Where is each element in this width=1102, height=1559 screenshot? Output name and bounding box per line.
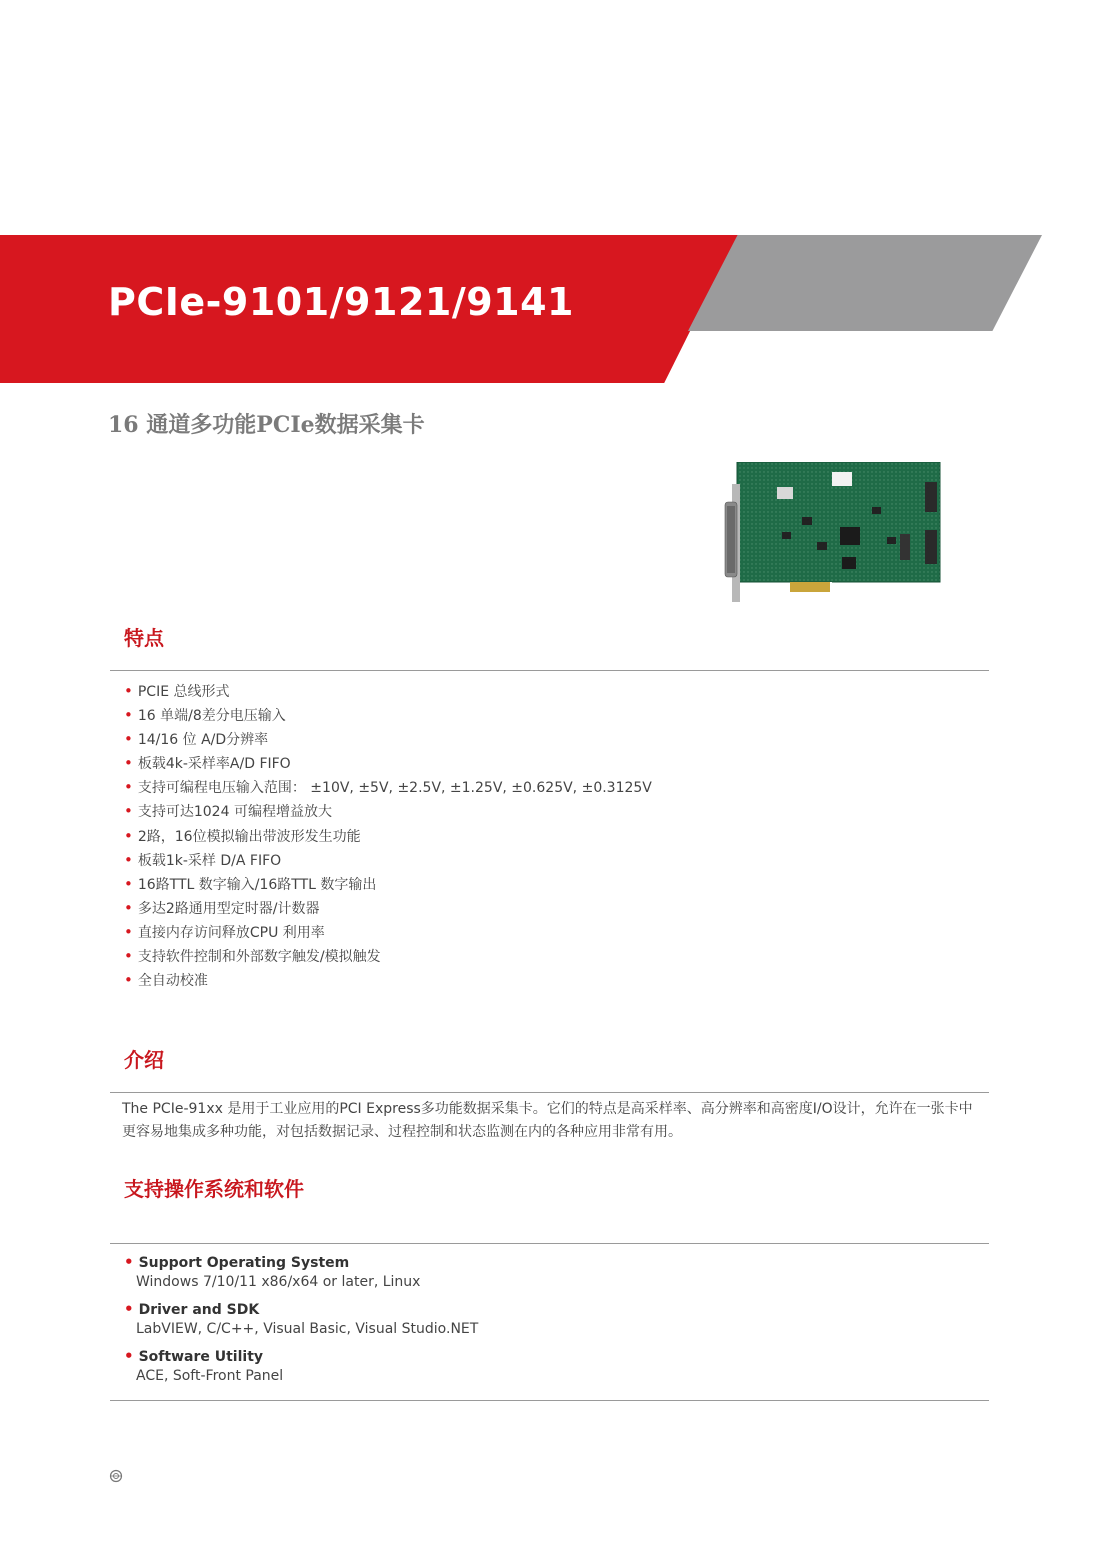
list-item (124, 1253, 478, 1292)
bullet-icon: • (124, 898, 133, 917)
bullet-icon: • (124, 874, 133, 893)
intro-divider (110, 1092, 989, 1093)
bullet-icon: • (124, 778, 133, 797)
list-item: • 16 单端/8差分电压输入 (124, 706, 286, 725)
title-banner-gray (688, 235, 1042, 331)
bullet-icon: • (124, 826, 133, 845)
list-item (124, 1300, 478, 1339)
list-item: • 直接内存访问释放CPU 利用率 (124, 922, 325, 941)
software-item-detail: Windows 7/10/11 x86/x64 or later, Linux (136, 1274, 421, 1290)
software-item-name: Support Operating System (138, 1255, 350, 1271)
software-list (124, 1253, 478, 1394)
bullet-icon: • (124, 730, 133, 749)
bullet-icon: • (124, 1300, 134, 1318)
list-item (124, 1347, 478, 1386)
list-item: • 14/16 位 A/D分辨率 (124, 730, 269, 749)
list-item: • 板载4k-采样率A/D FIFO (124, 754, 291, 773)
product-subtitle: 16 通道多功能PCIe数据采集卡 (108, 412, 425, 438)
bullet-icon: • (124, 1347, 134, 1365)
bullet-icon: • (124, 754, 133, 773)
bullet-icon: • (124, 922, 133, 941)
list-item: • PCIE 总线形式 (124, 682, 230, 700)
intro-heading: 介绍 (124, 1048, 164, 1072)
bullet-icon: • (124, 802, 133, 821)
software-item-detail: LabVIEW, C/C++, Visual Basic, Visual Studio.NET (136, 1321, 479, 1337)
bullet-icon: • (124, 947, 133, 966)
list-item: • 支持软件控制和外部数字触发/模拟触发 (124, 947, 381, 966)
list-item: • 全自动校准 (124, 971, 208, 990)
software-item-name: Software Utility (138, 1349, 264, 1365)
list-item: • 支持可达1024 可编程增益放大 (124, 802, 332, 821)
bullet-icon: • (124, 850, 133, 869)
list-item: • 板载1k-采样 D/A FIFO (124, 850, 282, 869)
list-item: • 16路TTL 数字输入/16路TTL 数字输出 (124, 874, 377, 893)
bullet-icon: • (124, 682, 133, 700)
feature-list (124, 679, 652, 992)
software-heading: 支持操作系统和软件 (124, 1177, 304, 1201)
product-title: PCIe-9101/9121/9141 (108, 280, 574, 324)
product-card-image (722, 462, 942, 607)
software-divider-top (110, 1243, 989, 1244)
software-divider-bottom (110, 1400, 989, 1401)
list-item: • 2路，16位模拟输出带波形发生功能 (124, 826, 361, 845)
footer-logo-icon (109, 1469, 123, 1483)
list-item: • 支持可编程电压输入范围： ±10V, ±5V, ±2.5V, ±1.25V, ±0.625V, ±0.3125V (124, 778, 652, 797)
intro-paragraph: The PCIe-91xx 是用于工业应用的PCI Express多功能数据采集卡。它们的特点是高采样率、高分辨率和高密度I/O设计，允许在一张卡中更容易地集成多种功能，对包括数据记录、过程控制和状态监测在内的各种应用非常有用。 (122, 1101, 973, 1140)
bullet-icon: • (124, 706, 133, 725)
features-heading: 特点 (124, 626, 164, 650)
list-item: • 多达2路通用型定时器/计数器 (124, 898, 320, 917)
software-item-name: Driver and SDK (138, 1302, 260, 1318)
software-item-detail: ACE, Soft-Front Panel (136, 1368, 284, 1384)
bullet-icon: • (124, 971, 133, 990)
bullet-icon: • (124, 1253, 134, 1271)
features-divider (110, 670, 989, 671)
